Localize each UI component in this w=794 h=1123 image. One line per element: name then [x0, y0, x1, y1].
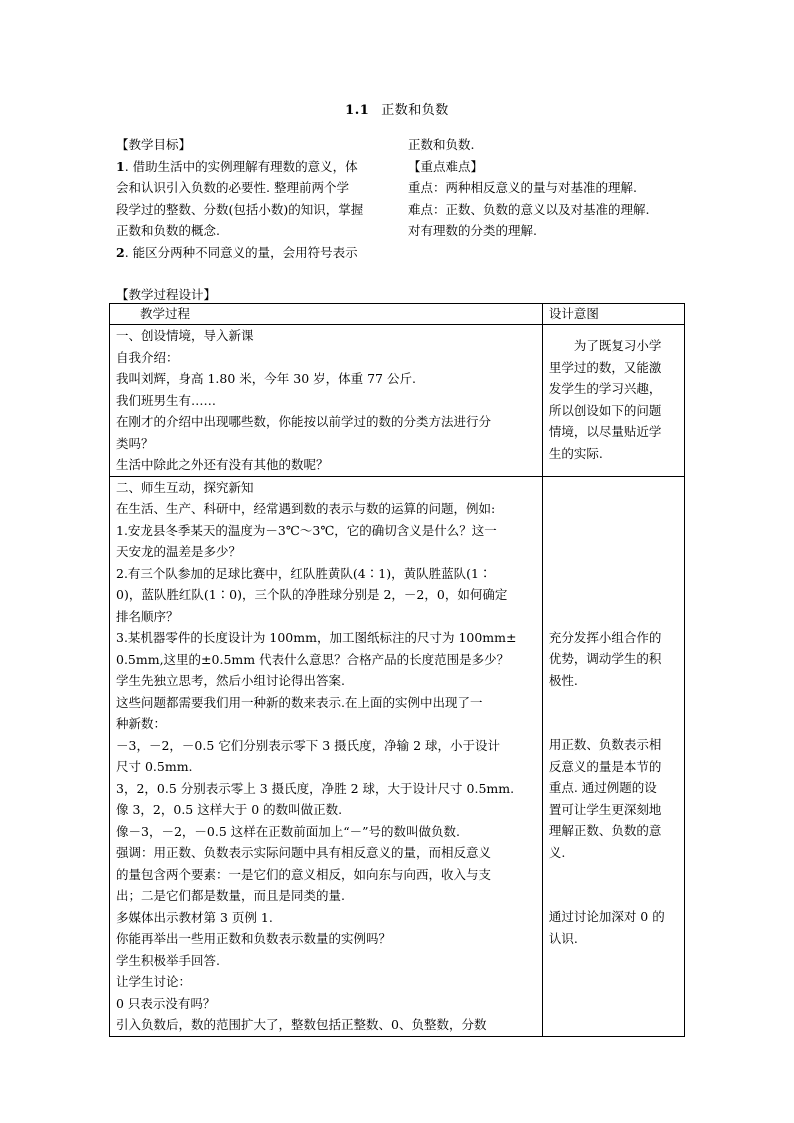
section-title-text: 正数和负数 — [381, 103, 449, 118]
goal-2-number: 2 — [116, 244, 125, 260]
section-number: 1.1 — [345, 103, 370, 118]
goal-2-continuation: 正数和负数. — [408, 137, 475, 152]
keypoint-line-3: 对有理数的分类的理解. — [408, 223, 537, 238]
goal-1-line-1: 借助生活中的实例理解有理数的意义，体 — [132, 158, 358, 174]
keypoint-line-1: 重点：两种相反意义的量与对基准的理解. — [408, 180, 637, 195]
keypoint-line-2: 难点：正数、负数的意义以及对基准的理解. — [408, 201, 650, 217]
row2-intent: 充分发挥小组合作的 优势，调动学生的积 极性. 用正数、负数表示相 反意义的量是本节的 重点. 通过例题的设 置可让学生更深刻地 理解正数、负数的意 义. 通过讨论加深对 0 的 认识. — [542, 476, 684, 1036]
teaching-goals: 【教学目标】 1. 借助生活中的实例理解有理数的意义，体 会和认识引入负数的必要性. 整理前两个学 段学过的整数、分数(包括小数)的知识，掌握 正数和负数的概念. 2. 能区分两种不同意义的量，会用符号表示 — [116, 134, 394, 263]
goal-1-line-3: 段学过的整数、分数(包括小数)的知识，掌握 — [116, 201, 364, 217]
goal-1-line-4: 正数和负数的概念. — [116, 223, 220, 238]
header-intent: 设计意图 — [542, 304, 684, 325]
row1-intent: 为了既复习小学 里学过的数，又能激 发学生的学习兴趣， 所以创设如下的问题 情境，以尽量贴近学 生的实际. — [542, 325, 684, 477]
goal-1-number: 1 — [116, 158, 125, 174]
goals-heading: 【教学目标】 — [116, 137, 192, 152]
goal-1-line-2: 会和认识引入负数的必要性. 整理前两个学 — [116, 180, 349, 195]
row2-process: 二、师生互动，探究新知 在生活、生产、科研中，经常遇到数的表示与数的运算的问题，例如: 1.安龙县冬季某天的温度为－3℃～3℃，它的确切含义是什么？这一 天安龙的温差是多少？ 2.有三个队参加的足球比赛中，红队胜黄队(4∶1)，黄队胜蓝队(1∶ 0)，蓝队胜红队(1∶0)，三个队的净胜球分别是 2，－2，0，如何确定 排名顺序？ 3.某机器零件的长度设计为 100mm，加工图纸标注的尺寸为 100mm± 0.5mm,这里的±0.5mm 代表什么意思？合格产品的长度范围是多少？ 学生先独立思考，然后小组讨论得出答案. 这些问题都需要我们用一种新的数来表示.在上面的实例中出现了一 种新数： －3，－2，－0.5 它们分别表示零下 3 摄氏度，净输 2 球，小于设计 尺寸 0.5mm. 3，2，0.5 分别表示零上 3 摄氏度，净胜 2 球，大于设计尺寸 0.5mm. 像 3，2，0.5 这样大于 0 的数叫做正数. 像－3，－2，－0.5 这样在正数前面加上“－”号的数叫做负数. 强调：用正数、负数表示实际问题中具有相反意义的量，而相反意义 的量包含两个要素：一是它们的意义相反，如向东与向西，收入与支 出；二是它们都是数量，而且是同类的量. 多媒体出示教材第 3 页例 1. 你能再举出一些用正数和负数表示数量的实例吗？ 学生积极举手回答. 让学生讨论： 0 只表示没有吗？ 引入负数后，数的范围扩大了，整数包括正整数、0、负整数，分数 — [110, 476, 543, 1036]
process-heading: 【教学过程设计】 — [116, 287, 217, 302]
header-process: 教学过程 — [110, 304, 543, 325]
table-row — [110, 476, 685, 1036]
page-title — [0, 99, 794, 118]
key-points — [408, 134, 698, 242]
keypoints-heading: 【重点难点】 — [408, 158, 484, 174]
teaching-process-table — [109, 303, 685, 1037]
table-header-row — [110, 304, 685, 325]
row1-process: 一、创设情境，导入新课 自我介绍： 我叫刘辉，身高 1.80 米，今年 30 岁，体重 77 公斤. 我们班男生有…… 在刚才的介绍中出现哪些数，你能按以前学过的数的分类方法进行分 类吗？ 生活中除此之外还有没有其他的数呢？ — [110, 325, 543, 477]
goal-2-line-1: 能区分两种不同意义的量，会用符号表示 — [132, 244, 358, 260]
table-row — [110, 325, 685, 477]
